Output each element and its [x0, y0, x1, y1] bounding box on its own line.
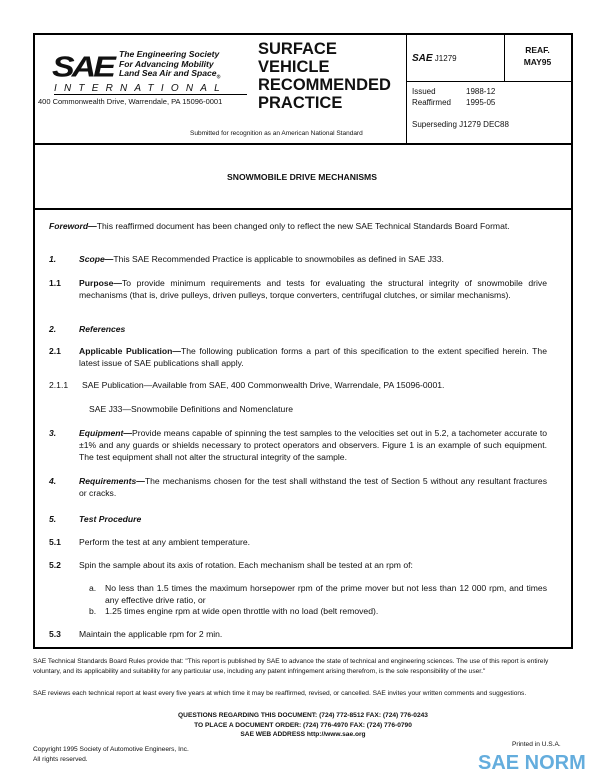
section-purpose — [79, 277, 547, 301]
status-badge — [506, 44, 569, 68]
section-text: The mechanisms chosen for the test shall withstand the test of Section 5 without any resultant fractures or cracks. — [79, 476, 547, 498]
reaffirmed-label: Reaffirmed — [412, 98, 451, 107]
reaffirmed-value: 1995-05 — [466, 98, 496, 107]
sae-small-logo: SAE — [412, 53, 433, 64]
section-heading: Scope— — [79, 254, 114, 264]
superseding: Superseding J1279 DEC88 — [412, 120, 509, 129]
section-text: Maintain the applicable rpm for 2 min. — [79, 629, 223, 639]
reference-item: SAE J33—Snowmobile Definitions and Nomenclature — [89, 404, 293, 414]
section-number: 5.1 — [49, 537, 61, 547]
section-equipment — [79, 427, 547, 463]
section-number: 2.1.1 — [49, 380, 69, 390]
contact-info — [33, 711, 573, 740]
foreword — [49, 220, 547, 232]
section-number: 3. — [49, 428, 57, 438]
document-title: SNOWMOBILE DRIVE MECHANISMS — [227, 172, 377, 182]
doc-type-line: SURFACE — [258, 40, 337, 58]
section-number: 2. — [49, 324, 57, 334]
document-type — [258, 40, 391, 112]
section-text: Perform the test at any ambient temperature. — [79, 537, 251, 547]
policy-note: SAE Technical Standards Board Rules provide that: "This report is published by SAE to advance the state of technical and engineering sciences. The use of this report is entirely voluntary, and its applicability and suitability for any particular use, including any patent infringement arising therefrom, is the sole responsibility of the user." — [33, 658, 549, 675]
contact-line: TO PLACE A DOCUMENT ORDER: (724) 776-4970 FAX: (724) 776-0790 — [194, 721, 412, 729]
list-label: a. — [89, 583, 97, 593]
section-heading: Applicable Publication— — [79, 346, 181, 356]
ansi-note: Submitted for recognition as an American National Standard — [190, 130, 363, 137]
list-label: b. — [89, 606, 97, 616]
tagline-line: Land Sea Air and Space — [119, 68, 217, 78]
status-line: REAF. — [525, 45, 550, 55]
tagline-line: The Engineering Society — [119, 49, 220, 59]
document-number — [412, 53, 457, 64]
status-line: MAY95 — [523, 57, 552, 67]
section-number: 1.1 — [49, 278, 61, 288]
doc-type-line: PRACTICE — [258, 94, 343, 112]
divider — [33, 208, 571, 210]
section-heading: References — [79, 324, 126, 334]
sae-logo: SAE — [52, 50, 113, 84]
section-text: This SAE Recommended Practice is applicable to snowmobiles as defined in SAE J33. — [113, 254, 444, 264]
section-heading: Requirements— — [79, 476, 145, 486]
review-note: SAE reviews each technical report at least every five years at which time it may be reaffirmed, revised, or cancelled. SAE invites your written comments and suggestions. — [33, 690, 527, 697]
section-applicable-publication — [79, 345, 547, 369]
doc-type-line: VEHICLE — [258, 58, 330, 76]
foreword-text: This reaffirmed document has been changed only to reflect the new SAE Technical Standards Board Format. — [96, 221, 510, 231]
sae-norm-watermark: SAE NORM — [478, 752, 586, 774]
issue-dates — [412, 86, 495, 108]
tagline-line: For Advancing Mobility — [119, 58, 214, 69]
rights-line: All rights reserved. — [33, 755, 88, 763]
copyright — [33, 745, 333, 764]
section-number: 5. — [49, 514, 57, 524]
divider — [406, 33, 407, 143]
issued-label: Issued — [412, 87, 436, 96]
foreword-heading: Foreword— — [49, 221, 97, 231]
section-text: SAE Publication—Available from SAE, 400 Commonwealth Drive, Warrendale, PA 15096-0001. — [82, 380, 445, 390]
divider — [33, 143, 571, 145]
doc-type-line: RECOMMENDED — [258, 76, 391, 94]
section-number: 1. — [49, 254, 57, 264]
contact-line: QUESTIONS REGARDING THIS DOCUMENT: (724) 772-8512 FAX: (724) 776-0243 — [178, 712, 428, 719]
section-scope — [79, 253, 547, 265]
section-number: 4. — [49, 476, 57, 486]
contact-line: SAE WEB ADDRESS http://www.sae.org — [240, 731, 366, 738]
section-text: To provide minimum requirements and tests for evaluating the structural integrity of snowmobile drive mechanisms (that is, drive pulleys, driven pulleys, torque converters, centrifugal clutches, or similar mechanisms). — [79, 278, 547, 300]
section-number: 2.1 — [49, 346, 61, 356]
section-text: Provide means capable of spinning the test samples to the velocities set out in 5.2, a tachometer accurate to ±1% and any guards or shields necessary to protect operators and observers. Figure 1 is an example of such equipment. The test equipment shall not alter the structural integrity of the sample. — [79, 428, 547, 462]
doc-number-value: J1279 — [434, 54, 457, 63]
section-heading: Equipment— — [79, 428, 132, 438]
registered-mark: ® — [216, 74, 221, 81]
divider — [406, 81, 571, 82]
section-number: 5.2 — [49, 560, 61, 570]
section-text: Spin the sample about its axis of rotation. Each mechanism shall be tested at an rpm of: — [79, 560, 413, 570]
divider — [504, 33, 505, 81]
society-tagline — [119, 50, 220, 83]
section-number: 5.3 — [49, 629, 61, 639]
section-requirements — [79, 475, 547, 499]
issued-value: 1988-12 — [466, 87, 496, 96]
section-heading: Test Procedure — [79, 514, 142, 524]
list-item: No less than 1.5 times the maximum horsepower rpm of the prime mover but not less than 12 000 rpm, and times any effective drive ratio, or — [105, 583, 547, 605]
sae-address: 400 Commonwealth Drive, Warrendale, PA 15096-0001 — [38, 97, 223, 106]
section-heading: Purpose— — [79, 278, 122, 288]
international-label: INTERNATIONAL — [54, 83, 247, 95]
list-item: 1.25 times engine rpm at wide open throttle with no load (belt removed). — [105, 606, 379, 616]
copyright-line: Copyright 1995 Society of Automotive Engineers, Inc. — [33, 746, 189, 753]
printed-note: Printed in U.S.A. — [512, 741, 561, 748]
section-text: The following publication forms a part of this specification to the extent specified herein. The latest issue of SAE publications shall apply. — [79, 346, 547, 368]
